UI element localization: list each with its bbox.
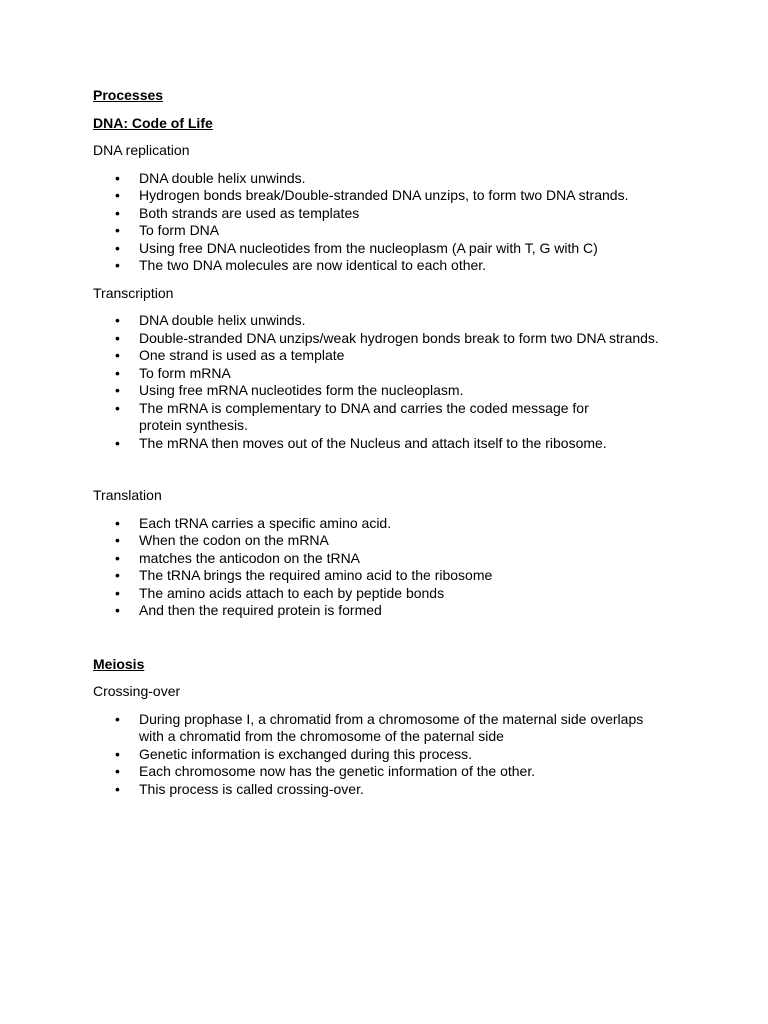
list-item: • And then the required protein is formed bbox=[93, 602, 693, 620]
heading-processes: Processes bbox=[93, 87, 164, 103]
subheading-dna-replication: DNA replication bbox=[93, 142, 190, 158]
list-item: • Each tRNA carries a specific amino acid. bbox=[93, 515, 693, 533]
list-item: • The mRNA is complementary to DNA and carries the coded message for protein synthesis. bbox=[93, 400, 693, 435]
heading-meiosis: Meiosis bbox=[93, 655, 145, 672]
list-item: • DNA double helix unwinds. bbox=[93, 312, 693, 330]
spacer bbox=[93, 462, 693, 487]
subheading-transcription: Transcription bbox=[93, 284, 174, 301]
list-item: • The tRNA brings the required amino acid to the ribosome bbox=[93, 567, 693, 585]
list-item: • The mRNA then moves out of the Nucleus and attach itself to the ribosome. bbox=[93, 435, 693, 453]
list-item: • DNA double helix unwinds. bbox=[93, 170, 693, 188]
list-item: • Both strands are used as templates bbox=[93, 205, 693, 223]
list-item: • Double-stranded DNA unzips/weak hydrogen bonds break to form two DNA strands. bbox=[93, 330, 693, 348]
list-item: • Using free mRNA nucleotides form the nucleoplasm. bbox=[93, 382, 693, 400]
list-item: • matches the anticodon on the tRNA bbox=[93, 550, 693, 568]
list-item: • One strand is used as a template bbox=[93, 347, 693, 365]
subheading-crossing-over: Crossing-over bbox=[93, 683, 181, 699]
list-item: • Each chromosome now has the genetic information of the other. bbox=[93, 763, 693, 781]
list-item: • The amino acids attach to each by peptide bonds bbox=[93, 585, 693, 603]
list-translation bbox=[93, 515, 693, 620]
list-dna-replication bbox=[93, 170, 693, 275]
subheading-translation: Translation bbox=[93, 487, 162, 503]
list-item: • When the codon on the mRNA bbox=[93, 532, 693, 550]
spacer bbox=[93, 630, 693, 656]
list-transcription bbox=[93, 312, 693, 452]
list-item: • Genetic information is exchanged during this process. bbox=[93, 746, 693, 764]
heading-dna-code-of-life: DNA: Code of Life bbox=[93, 114, 213, 131]
list-item: • Using free DNA nucleotides from the nucleoplasm (A pair with T, G with C) bbox=[93, 240, 693, 258]
document-body bbox=[93, 87, 693, 808]
list-item: • During prophase I, a chromatid from a chromosome of the maternal side overlaps with a chromatid from the chromosome of the paternal side bbox=[93, 711, 693, 746]
list-item: • This process is called crossing-over. bbox=[93, 781, 693, 799]
list-item: • The two DNA molecules are now identical to each other. bbox=[93, 257, 693, 275]
list-item: • Hydrogen bonds break/Double-stranded DNA unzips, to form two DNA strands. bbox=[93, 187, 693, 205]
list-crossing-over bbox=[93, 711, 693, 799]
list-item: • To form mRNA bbox=[93, 365, 693, 383]
list-item: • To form DNA bbox=[93, 222, 693, 240]
